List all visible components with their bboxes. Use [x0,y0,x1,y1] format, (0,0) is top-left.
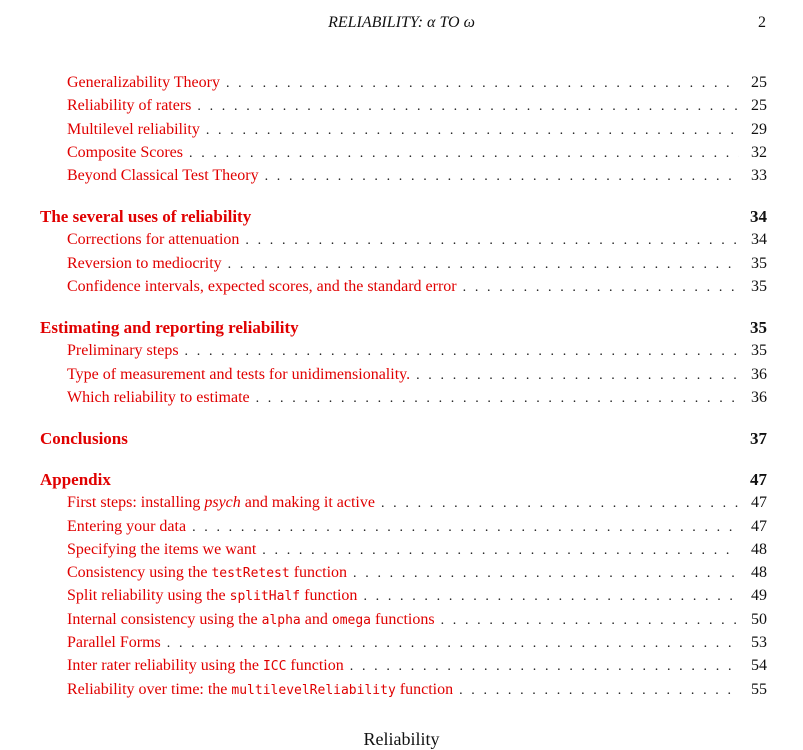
toc-page-number: 25 [751,74,767,91]
page-number: 2 [758,14,766,31]
title-text: Estimating and reporting reliability [40,318,299,338]
table-of-contents [40,74,767,704]
toc-entry-title[interactable] [67,97,191,115]
dot-leader [441,613,739,629]
code-text: omega [331,612,372,628]
toc-entry-title[interactable] [40,207,251,227]
dot-leader [265,169,739,185]
toc-page-number: 47 [750,470,767,490]
title-text: function [395,680,454,698]
toc-entry-title[interactable] [40,429,128,449]
toc-entry-title[interactable] [67,121,200,139]
title-text: Beyond Classical Test Theory [67,167,259,185]
title-text: Reliability of raters [67,97,192,115]
title-text: function [289,564,348,582]
toc-subsection-entry[interactable] [40,587,767,610]
toc-entry-title[interactable] [67,366,410,384]
toc-subsection-entry[interactable] [40,366,767,389]
toc-entry-title[interactable] [40,318,299,338]
dot-leader [256,391,739,407]
code-text: ICC [262,659,287,675]
dot-leader [353,566,739,582]
toc-page-number: 37 [750,429,767,449]
toc-subsection-entry[interactable] [40,389,767,412]
toc-entry-title[interactable] [67,167,259,185]
toc-entry-title[interactable] [40,470,111,490]
toc-section-entry[interactable] [40,207,767,231]
dot-leader [463,280,739,296]
toc-page-number: 47 [751,517,767,535]
toc-entry-title[interactable] [67,74,220,92]
title-text: function [300,587,358,605]
toc-subsection-entry[interactable] [40,231,767,254]
toc-page-number: 33 [751,167,767,185]
toc-subsection-entry[interactable] [40,342,767,365]
toc-entry-title[interactable] [67,518,186,536]
title-text: The several uses of reliability [40,207,252,227]
toc-subsection-entry[interactable] [40,74,767,97]
toc-subsection-entry[interactable] [40,564,767,587]
emphasis-text: psych [204,494,241,512]
toc-page-number: 50 [751,610,767,628]
dot-leader [381,496,739,512]
toc-entry-title[interactable] [67,494,375,512]
dot-leader [226,76,739,92]
code-text: multilevelReliability [231,682,396,698]
toc-page-number: 36 [751,365,767,383]
dot-leader [245,233,739,249]
toc-entry-title[interactable] [67,541,256,559]
toc-entry-title[interactable] [67,278,457,296]
toc-entry-title[interactable] [67,587,357,605]
code-text: testRetest [211,566,290,582]
dot-leader [459,683,739,699]
toc-page-number: 49 [751,587,767,605]
toc-page-number: 53 [751,634,767,652]
toc-entry-title[interactable] [67,657,344,675]
toc-subsection-entry[interactable] [40,278,767,301]
title-text: function [286,657,344,675]
toc-page-number: 35 [751,342,767,360]
dot-leader [262,543,739,559]
title-text: Inter rater reliability using the [67,657,263,675]
dot-leader [167,636,739,652]
running-title: RELIABILITY: α TO ω [328,14,475,31]
title-text: Multilevel reliability [67,120,200,138]
title-text: Confidence intervals, expected scores, and the standard error [67,278,457,296]
code-text: splitHalf [229,589,301,605]
toc-subsection-entry[interactable] [40,681,767,704]
title-text: and [300,610,332,628]
dot-leader [206,123,739,139]
toc-subsection-entry[interactable] [40,121,767,144]
toc-subsection-entry[interactable] [40,657,767,680]
toc-page-number: 34 [751,231,767,249]
toc-entry-title[interactable] [67,681,453,699]
toc-page-number: 48 [751,540,767,558]
title-text: Corrections for attenuation [67,231,240,249]
toc-page-number: 36 [751,388,767,406]
dot-leader [189,146,739,162]
title-text: Conclusions [40,429,128,449]
toc-page-number: 47 [751,494,767,512]
title-text: Generalizability Theory [67,74,220,91]
toc-page-number: 55 [751,680,767,698]
title-text: Which reliability to estimate [67,388,250,406]
dot-leader [416,368,739,384]
dot-leader [350,659,739,675]
toc-subsection-entry[interactable] [40,518,767,541]
toc-subsection-entry[interactable] [40,541,767,564]
title-text: Reliability over time: the [67,680,232,698]
toc-subsection-entry[interactable] [40,255,767,278]
toc-section-entry[interactable] [40,429,767,453]
toc-page-number: 35 [751,278,767,296]
toc-entry-title[interactable] [67,634,161,652]
toc-page-number: 35 [751,254,767,272]
toc-subsection-entry[interactable] [40,634,767,657]
dot-leader [363,589,739,605]
toc-page-number: 29 [751,120,767,138]
toc-entry-title[interactable] [67,389,250,407]
toc-page-number: 35 [750,318,767,338]
title-text: and making it active [240,494,375,512]
toc-subsection-entry[interactable] [40,611,767,634]
title-text: Appendix [40,470,111,490]
toc-section-entry[interactable] [40,318,767,342]
toc-page-number: 54 [751,657,767,675]
toc-section-entry[interactable] [40,470,767,494]
toc-subsection-entry[interactable] [40,494,767,517]
toc-subsection-entry[interactable] [40,167,767,190]
title-text: Preliminary steps [67,342,179,360]
toc-entry-title[interactable] [67,564,347,582]
title-text: Parallel Forms [67,634,161,652]
toc-entry-title[interactable] [67,144,183,162]
toc-entry-title[interactable] [67,255,222,273]
title-text: Consistency using the [67,564,212,582]
footer-text: Reliability [363,729,440,749]
title-text: First steps: installing [67,494,205,512]
title-text: Type of measurement and tests for unidimensionality. [67,365,411,383]
title-text: Reversion to mediocrity [67,254,222,272]
toc-entry-title[interactable] [67,231,239,249]
title-text: Composite Scores [67,143,183,161]
title-text: Internal consistency using the [67,610,262,628]
title-text: Specifying the items we want [67,540,257,558]
toc-subsection-entry[interactable] [40,97,767,120]
toc-page-number: 25 [751,97,767,115]
running-header [0,14,803,38]
toc-entry-title[interactable] [67,342,179,360]
dot-leader [228,257,739,273]
title-text: Split reliability using the [67,587,230,605]
title-text: functions [371,610,435,628]
toc-subsection-entry[interactable] [40,144,767,167]
code-text: alpha [261,612,301,628]
toc-page-number: 34 [750,207,767,227]
dot-leader [197,99,739,115]
toc-page-number: 48 [751,564,767,582]
toc-page-number: 32 [751,143,767,161]
toc-entry-title[interactable] [67,611,435,629]
dot-leader [192,520,739,536]
title-text: Entering your data [67,517,187,535]
dot-leader [185,344,739,360]
